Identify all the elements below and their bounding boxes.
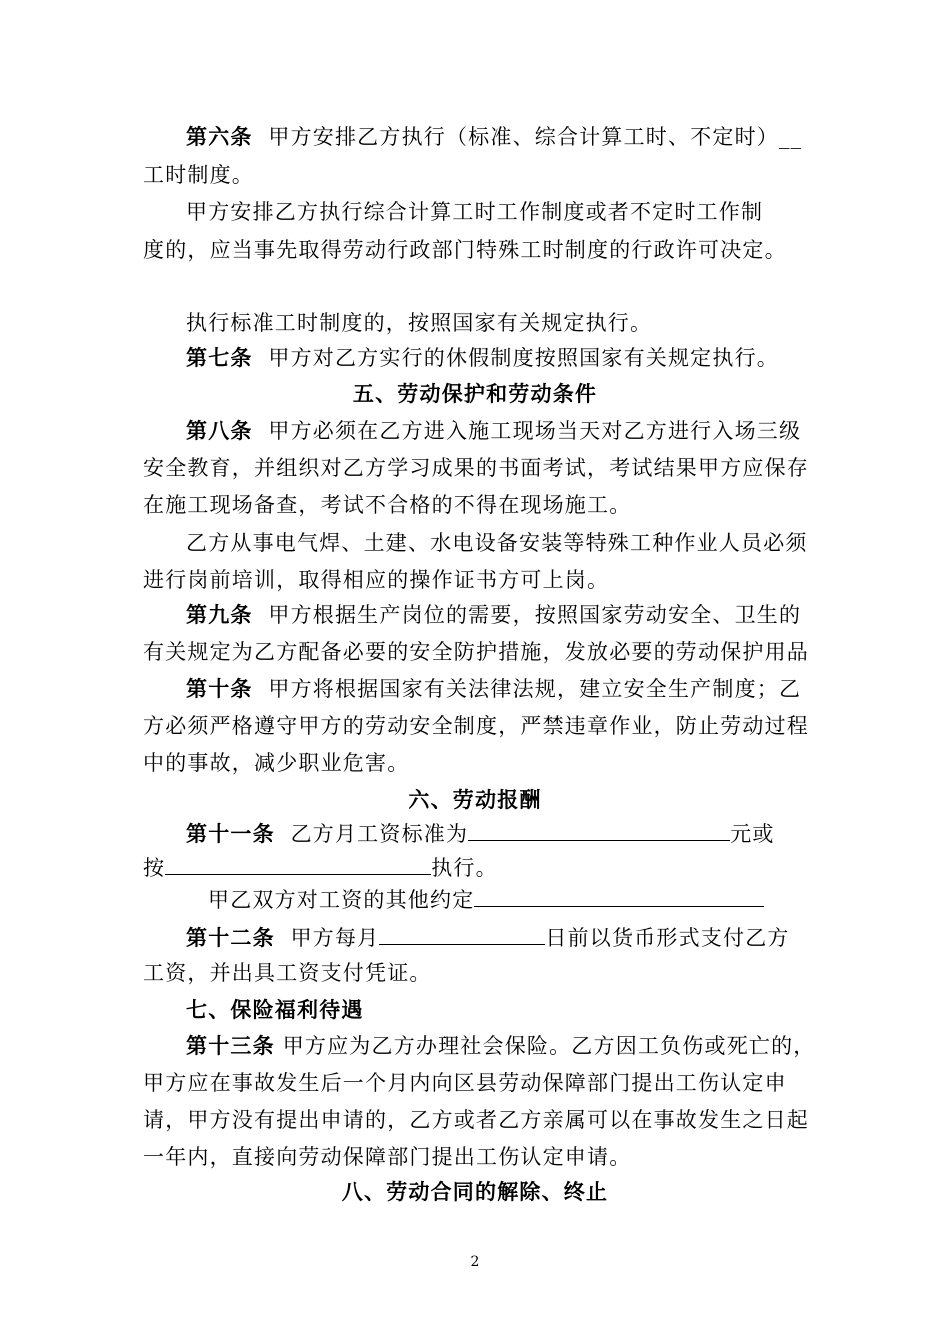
article-6-para-3: 执行标准工时制度的，按照国家有关规定执行。	[186, 311, 653, 335]
article-6-para-2-line-1: 甲方安排乙方执行综合计算工时工作制度或者不定时工作制	[186, 200, 764, 224]
article-6-blank: __	[778, 125, 803, 149]
page-number: 2	[470, 1254, 480, 1270]
article-11-text-3: 按	[143, 856, 166, 880]
article-13-line-4: 一年内，直接向劳动保障部门提出工伤认定申请。	[143, 1145, 632, 1169]
article-12-line-2: 工资，并出具工资支付凭证。	[143, 961, 432, 985]
article-6-line-1	[0, 122, 950, 152]
section-6-heading: 六、劳动报酬	[408, 787, 542, 812]
article-7-text: 甲方对乙方实行的休假制度按照国家有关规定执行。	[268, 346, 779, 370]
article-10-line-2: 方必须严格遵守甲方的劳动安全制度，严禁违章作业，防止劳动过程	[143, 714, 809, 738]
article-10-text: 甲方将根据国家有关法律法规，建立安全生产制度；乙	[268, 677, 802, 701]
article-9-line-2: 有关规定为乙方配备必要的安全防护措施，发放必要的劳动保护用品	[143, 640, 809, 664]
article-11-text-2: 元或	[730, 822, 775, 846]
article-7	[0, 343, 950, 373]
section-7-heading: 七、保险福利待遇	[186, 997, 364, 1022]
article-11-line-2	[0, 852, 950, 883]
article-6-line-2: 工时制度。	[143, 163, 254, 187]
article-13-line-2: 甲方应在事故发生后一个月内向区县劳动保障部门提出工伤认定申	[143, 1071, 787, 1095]
wage-method-blank	[165, 852, 431, 875]
article-6-label: 第六条	[186, 124, 253, 149]
article-8-label: 第八条	[186, 418, 253, 443]
article-12-label: 第十二条	[186, 925, 275, 950]
section-5-heading: 五、劳动保护和劳动条件	[352, 381, 598, 406]
article-10-line-3: 中的事故，减少职业危害。	[143, 751, 410, 775]
section-8-heading: 八、劳动合同的解除、终止	[341, 1179, 609, 1204]
article-8-text: 甲方必须在乙方进入施工现场当天对乙方进行入场三级	[268, 419, 802, 443]
article-11-text-4: 执行。	[431, 856, 498, 880]
article-12-text-1: 甲方每月	[290, 926, 380, 950]
article-11-line-1	[0, 818, 950, 849]
article-10-line-1	[0, 674, 950, 704]
article-6-para-2-line-2: 度的，应当事先取得劳动行政部门特殊工时制度的行政许可决定。	[143, 238, 787, 262]
article-7-label: 第七条	[186, 345, 253, 370]
article-11-line-3	[0, 884, 950, 915]
article-11-text-5: 甲乙双方对工资的其他约定	[208, 888, 475, 912]
article-8-line-1	[0, 416, 950, 446]
article-13-label: 第十三条	[186, 1033, 275, 1058]
article-11-text-1: 乙方月工资标准为	[290, 822, 469, 846]
article-13-line-1	[0, 1031, 950, 1061]
article-6-text: 甲方安排乙方执行（标准、综合计算工时、不定时）	[268, 125, 779, 149]
article-12-text-2: 日前以货币形式支付乙方	[545, 926, 790, 950]
article-9-label: 第九条	[186, 602, 253, 627]
article-8-line-2: 安全教育，并组织对乙方学习成果的书面考试，考试结果甲方应保存	[143, 456, 809, 480]
monthly-wage-blank	[468, 818, 730, 841]
article-13-line-3: 请，甲方没有提出申请的，乙方或者乙方亲属可以在事故发生之日起	[143, 1108, 809, 1132]
article-10-label: 第十条	[186, 676, 253, 701]
article-9-line-1	[0, 600, 950, 630]
article-8-line-3: 在施工现场备查，考试不合格的不得在现场施工。	[143, 493, 632, 517]
article-9-text: 甲方根据生产岗位的需要，按照国家劳动安全、卫生的	[268, 603, 802, 627]
article-8-para-2-line-1: 乙方从事电气焊、土建、水电设备安装等特殊工种作业人员必须	[186, 531, 808, 555]
article-12-line-1	[0, 922, 950, 953]
article-13-text: 甲方应为乙方办理社会保险。乙方因工负伤或死亡的，	[282, 1034, 816, 1058]
payday-blank	[379, 922, 545, 945]
article-8-para-2-line-2: 进行岗前培训，取得相应的操作证书方可上岗。	[143, 568, 610, 592]
article-11-label: 第十一条	[186, 821, 275, 846]
other-wage-agreement-blank	[474, 884, 764, 907]
